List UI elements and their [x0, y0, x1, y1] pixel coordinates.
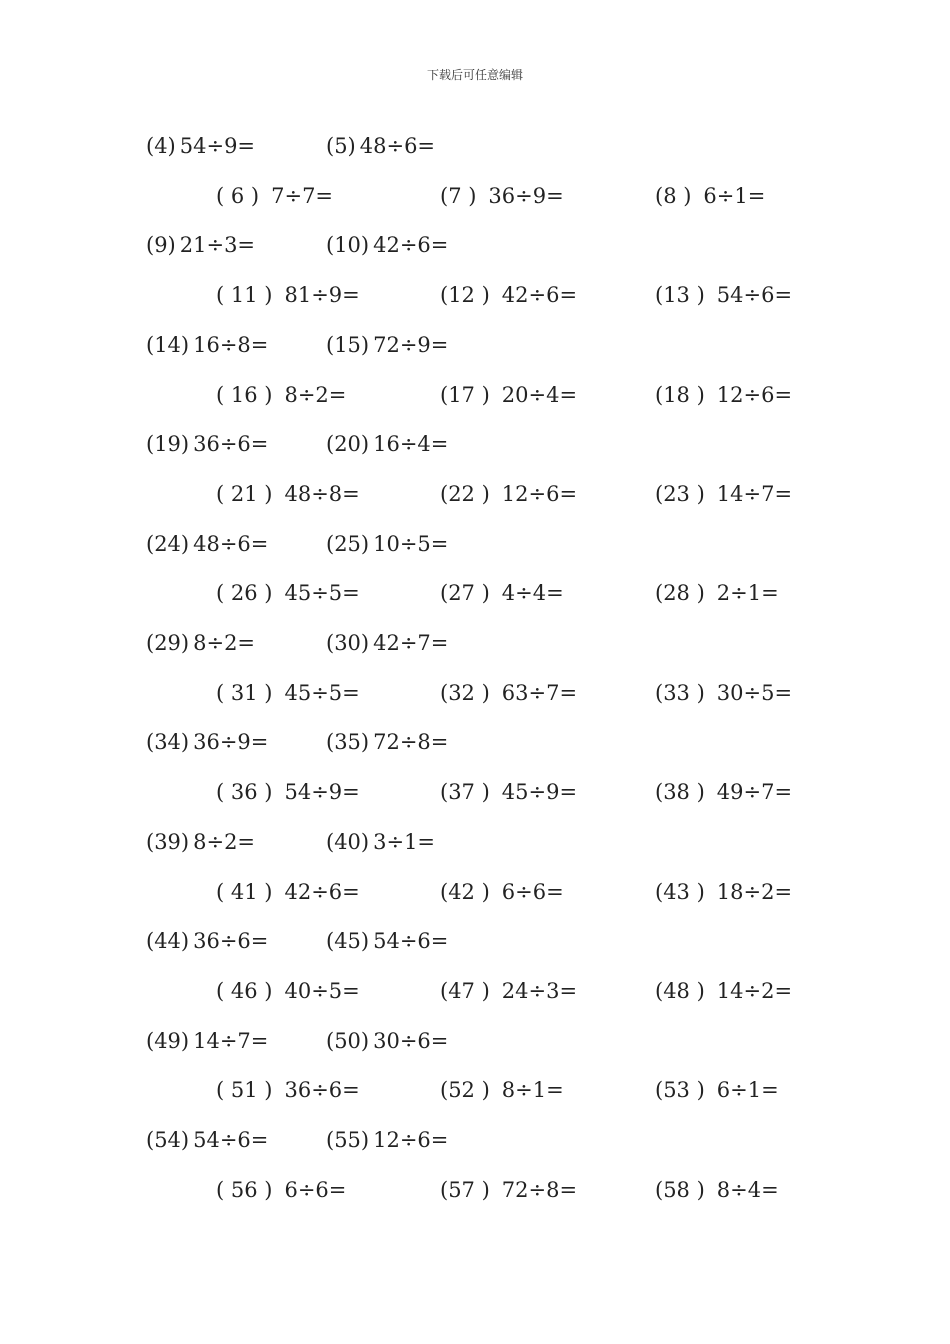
problem-item [146, 1029, 268, 1053]
division-expression: 8÷1= [501, 1078, 564, 1103]
problem-number: (30) [326, 631, 370, 655]
problem-number: (32 ) [440, 680, 490, 705]
problem-row-triple [0, 482, 950, 512]
division-expression: 48÷6= [359, 134, 436, 158]
problem-number: (50) [326, 1028, 370, 1053]
problem-row-triple [0, 283, 950, 313]
division-expression: 81÷9= [284, 283, 360, 308]
problem-item [326, 333, 448, 357]
problem-row-pair [0, 1128, 950, 1158]
division-expression: 30÷6= [373, 1028, 449, 1053]
problem-number: ( 21 ) [216, 481, 273, 506]
division-expression: 45÷9= [501, 780, 578, 805]
problem-number: (12 ) [440, 283, 490, 308]
problem-number: ( 31 ) [216, 680, 273, 705]
problem-number: ( 26 ) [216, 581, 273, 606]
problem-number: (45) [326, 929, 370, 954]
division-expression: 10÷5= [373, 531, 449, 556]
problem-row-triple [0, 184, 950, 214]
problem-item [146, 730, 268, 754]
problem-number: (24) [146, 531, 190, 556]
problem-item [655, 780, 792, 804]
problem-number: (27 ) [440, 581, 490, 606]
problem-number: (8 ) [655, 183, 692, 208]
division-expression: 4÷4= [501, 581, 564, 606]
problem-item [440, 681, 577, 705]
problem-number: (37 ) [440, 780, 490, 805]
division-expression: 54÷9= [284, 780, 360, 805]
problem-item [216, 979, 360, 1003]
problem-number: (4) [146, 134, 176, 158]
division-expression: 16÷8= [193, 332, 269, 357]
problem-number: (5) [326, 134, 356, 158]
problem-item [326, 1128, 448, 1152]
division-expression: 14÷7= [716, 481, 793, 506]
problem-number: (39) [146, 829, 190, 854]
problem-row-triple [0, 383, 950, 413]
problem-number: (57 ) [440, 1177, 490, 1202]
problem-row-pair [0, 1029, 950, 1059]
problem-item [440, 780, 577, 804]
division-expression: 36÷6= [284, 1078, 360, 1103]
problem-row-pair [0, 532, 950, 562]
problem-number: ( 41 ) [216, 879, 273, 904]
problem-number: ( 6 ) [216, 183, 260, 208]
problem-number: (7 ) [440, 183, 477, 208]
problem-row-pair [0, 233, 950, 263]
problem-item [440, 283, 577, 307]
problem-number: ( 56 ) [216, 1177, 273, 1202]
division-expression: 54÷6= [193, 1128, 269, 1152]
problem-row-pair [0, 631, 950, 661]
problem-number: (13 ) [655, 283, 705, 308]
problem-number: ( 36 ) [216, 780, 273, 805]
problem-item [216, 482, 360, 506]
problem-row-pair [0, 333, 950, 363]
problem-item [655, 1078, 779, 1102]
division-expression: 36÷6= [193, 929, 269, 954]
division-expression: 36÷9= [488, 183, 564, 208]
division-expression: 12÷6= [373, 1128, 449, 1152]
problem-number: (38 ) [655, 780, 705, 805]
problem-item [216, 283, 360, 307]
problem-number: (49) [146, 1028, 190, 1053]
division-expression: 36÷6= [193, 432, 269, 457]
problem-item [326, 929, 448, 953]
problem-item [440, 1178, 577, 1202]
division-expression: 6÷6= [284, 1177, 347, 1202]
problem-item [440, 1078, 564, 1102]
problem-number: (47 ) [440, 978, 490, 1003]
division-expression: 54÷9= [179, 134, 256, 158]
division-expression: 6÷1= [703, 183, 766, 208]
problem-item [440, 581, 564, 605]
division-expression: 12÷6= [716, 382, 793, 407]
division-expression: 42÷6= [284, 879, 360, 904]
problem-item [216, 1078, 360, 1102]
problem-number: (18 ) [655, 382, 705, 407]
division-expression: 24÷3= [501, 978, 578, 1003]
division-expression: 72÷8= [501, 1177, 578, 1202]
problem-item [216, 581, 360, 605]
problem-number: ( 46 ) [216, 978, 273, 1003]
problem-row-pair [0, 134, 950, 164]
division-expression: 30÷5= [716, 680, 793, 705]
division-expression: 20÷4= [501, 382, 578, 407]
problem-number: ( 11 ) [216, 283, 273, 308]
problem-item [440, 482, 577, 506]
problem-row-triple [0, 581, 950, 611]
division-expression: 3÷1= [373, 829, 436, 854]
division-expression: 54÷6= [716, 283, 793, 308]
problem-number: (15) [326, 332, 370, 357]
division-expression: 42÷6= [501, 283, 578, 308]
problem-item [216, 184, 333, 208]
problem-item [655, 482, 792, 506]
problem-item [440, 184, 564, 208]
problem-number: (33 ) [655, 680, 705, 705]
problem-number: (34) [146, 730, 190, 755]
problem-item [655, 681, 792, 705]
problem-item [655, 581, 779, 605]
division-expression: 7÷7= [271, 183, 334, 208]
problem-row-triple [0, 780, 950, 810]
division-expression: 12÷6= [501, 481, 578, 506]
problem-item [440, 880, 564, 904]
problem-item [146, 929, 268, 953]
problem-number: (53 ) [655, 1078, 705, 1103]
division-expression: 40÷5= [284, 978, 360, 1003]
problem-item [216, 880, 360, 904]
problem-number: (43 ) [655, 879, 705, 904]
problem-row-triple [0, 1178, 950, 1208]
problem-item [216, 1178, 346, 1202]
division-expression: 48÷6= [193, 531, 269, 556]
problem-number: (25) [326, 531, 370, 556]
problem-item [146, 1128, 268, 1152]
problem-item [326, 631, 448, 655]
division-expression: 8÷2= [193, 631, 256, 655]
problem-item [146, 432, 268, 456]
problem-item [146, 134, 255, 158]
problem-item [655, 283, 792, 307]
problem-row-triple [0, 681, 950, 711]
division-expression: 45÷5= [284, 581, 360, 606]
problem-number: (48 ) [655, 978, 705, 1003]
problem-number: (42 ) [440, 879, 490, 904]
division-expression: 42÷6= [373, 233, 449, 258]
division-expression: 72÷9= [373, 332, 449, 357]
problem-item [326, 830, 435, 854]
problem-number: ( 51 ) [216, 1078, 273, 1103]
problem-row-triple [0, 1078, 950, 1108]
problem-item [440, 979, 577, 1003]
problem-item [216, 681, 360, 705]
division-expression: 54÷6= [373, 929, 449, 954]
problem-item [146, 830, 255, 854]
problem-item [326, 432, 448, 456]
problem-number: (54) [146, 1128, 190, 1152]
problem-item [326, 134, 435, 158]
problem-number: (22 ) [440, 481, 490, 506]
problem-item [326, 233, 448, 257]
problem-row-pair [0, 830, 950, 860]
division-expression: 42÷7= [373, 631, 449, 655]
division-expression: 18÷2= [716, 879, 793, 904]
problem-item [655, 880, 792, 904]
problem-item [655, 383, 792, 407]
division-expression: 63÷7= [501, 680, 578, 705]
problem-number: (40) [326, 829, 370, 854]
problem-row-pair [0, 929, 950, 959]
problem-item [216, 780, 360, 804]
problem-number: (58 ) [655, 1177, 705, 1202]
division-expression: 36÷9= [193, 730, 269, 755]
problem-row-triple [0, 979, 950, 1009]
division-expression: 6÷1= [716, 1078, 779, 1103]
problem-item [655, 1178, 779, 1202]
problem-number: (28 ) [655, 581, 705, 606]
problem-number: (29) [146, 631, 190, 655]
division-expression: 48÷8= [284, 481, 360, 506]
division-expression: 14÷2= [716, 978, 793, 1003]
problem-number: (9) [146, 233, 176, 258]
problem-number: (52 ) [440, 1078, 490, 1103]
problem-item [146, 631, 255, 655]
problem-item [146, 333, 268, 357]
problem-item [326, 1029, 448, 1053]
division-expression: 8÷2= [193, 829, 256, 854]
division-expression: 14÷7= [193, 1028, 269, 1053]
division-expression: 2÷1= [716, 581, 779, 606]
problem-number: (55) [326, 1128, 370, 1152]
problem-item [146, 532, 268, 556]
problem-item [655, 979, 792, 1003]
division-expression: 49÷7= [716, 780, 793, 805]
problem-item [440, 383, 577, 407]
division-expression: 6÷6= [501, 879, 564, 904]
division-expression: 16÷4= [373, 432, 449, 457]
problem-number: (44) [146, 929, 190, 954]
problem-number: (23 ) [655, 481, 705, 506]
division-expression: 45÷5= [284, 680, 360, 705]
problem-number: (20) [326, 432, 370, 457]
problem-item [326, 532, 448, 556]
division-expression: 8÷4= [716, 1177, 779, 1202]
problem-number: (19) [146, 432, 190, 457]
problem-number: (10) [326, 233, 370, 258]
division-expression: 72÷8= [373, 730, 449, 755]
problem-row-triple [0, 880, 950, 910]
division-expression: 21÷3= [179, 233, 256, 258]
problem-item [146, 233, 255, 257]
problem-item [655, 184, 765, 208]
problem-item [326, 730, 448, 754]
problem-item [216, 383, 346, 407]
problem-number: (35) [326, 730, 370, 755]
problem-row-pair [0, 730, 950, 760]
division-expression: 8÷2= [284, 382, 347, 407]
problem-number: ( 16 ) [216, 382, 273, 407]
problem-number: (14) [146, 332, 190, 357]
page-header: 下载后可任意编辑 [426, 68, 523, 82]
problem-row-pair [0, 432, 950, 462]
problem-number: (17 ) [440, 382, 490, 407]
